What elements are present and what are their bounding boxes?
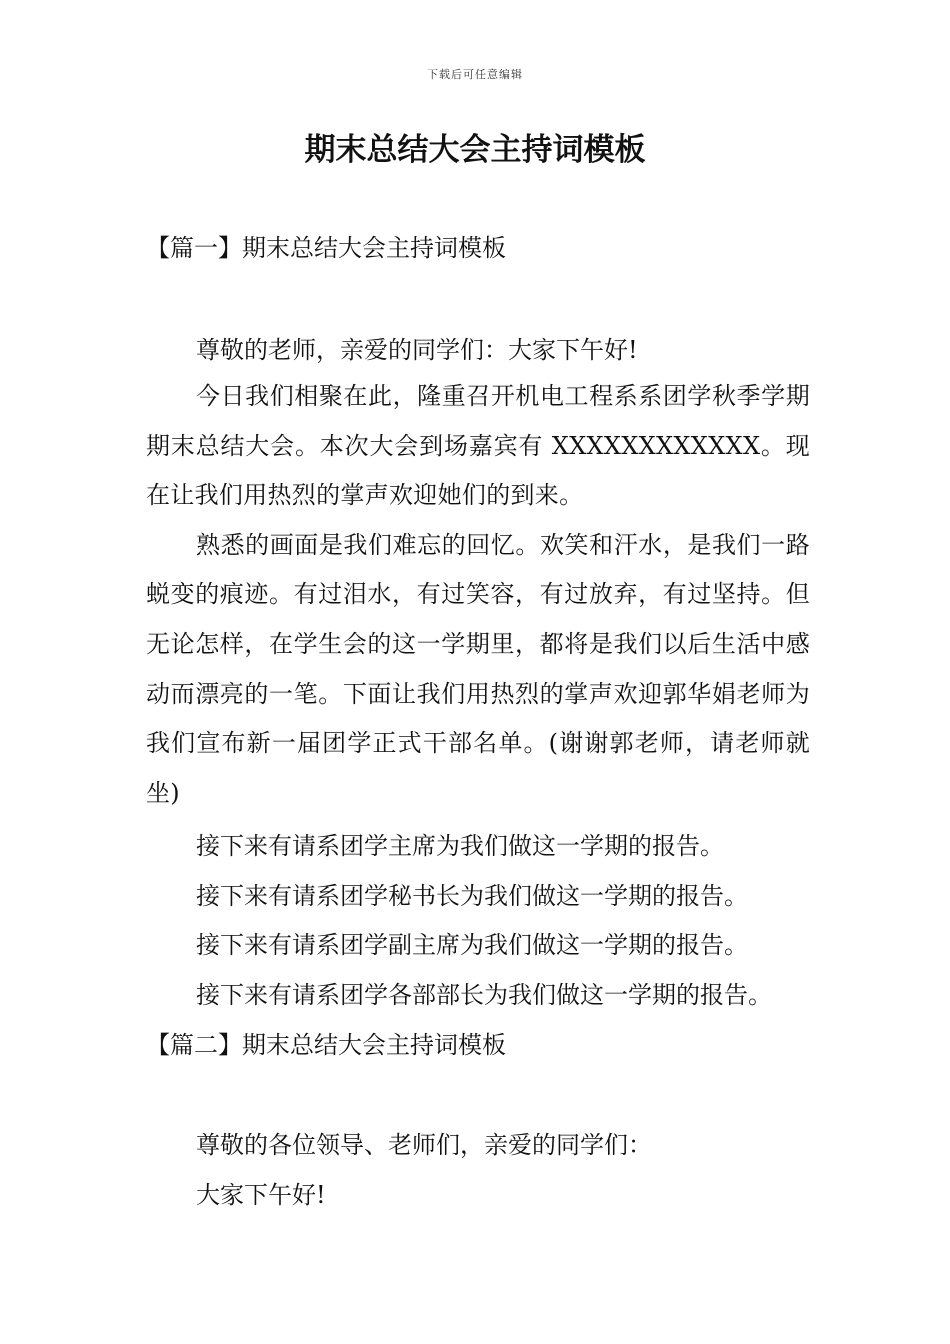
section-heading-2: 【篇二】期末总结大会主持词模板 (146, 1031, 506, 1059)
report-line-3: 接下来有请系团学副主席为我们做这一学期的报告。 (196, 931, 748, 959)
header-note: 下载后可任意编辑 (427, 68, 523, 81)
report-line-4: 接下来有请系团学各部部长为我们做这一学期的报告。 (196, 981, 772, 1009)
section-1-body (146, 372, 810, 818)
paragraph-memories: 熟悉的画面是我们难忘的回忆。欢笑和汗水，是我们一路蜕变的痕迹。有过泪水，有过笑容，有过放弃，有过坚持。但无论怎样，在学生会的这一学期里，都将是我们以后生活中感动而漂亮的一笔。下面让我们用热烈的掌声欢迎郭华娟老师为我们宣布新一届团学正式干部名单。(谢谢郭老师，请老师就坐) (146, 530, 810, 807)
greeting-paragraph: 尊敬的老师，亲爱的同学们：大家下午好! (196, 336, 638, 364)
document-title: 期末总结大会主持词模板 (304, 132, 646, 168)
hello-line: 大家下午好! (196, 1181, 326, 1209)
section-heading-1: 【篇一】期末总结大会主持词模板 (146, 234, 506, 262)
report-line-2: 接下来有请系团学秘书长为我们做这一学期的报告。 (196, 882, 748, 910)
report-line-1: 接下来有请系团学主席为我们做这一学期的报告。 (196, 832, 724, 860)
greeting-paragraph-2: 尊敬的各位领导、老师们，亲爱的同学们： (196, 1131, 652, 1159)
paragraph-opening: 今日我们相聚在此，隆重召开机电工程系系团学秋季学期期末总结大会。本次大会到场嘉宾有 XXXXXXXXXXXX。现在让我们用热烈的掌声欢迎她们的到来。 (146, 382, 810, 510)
